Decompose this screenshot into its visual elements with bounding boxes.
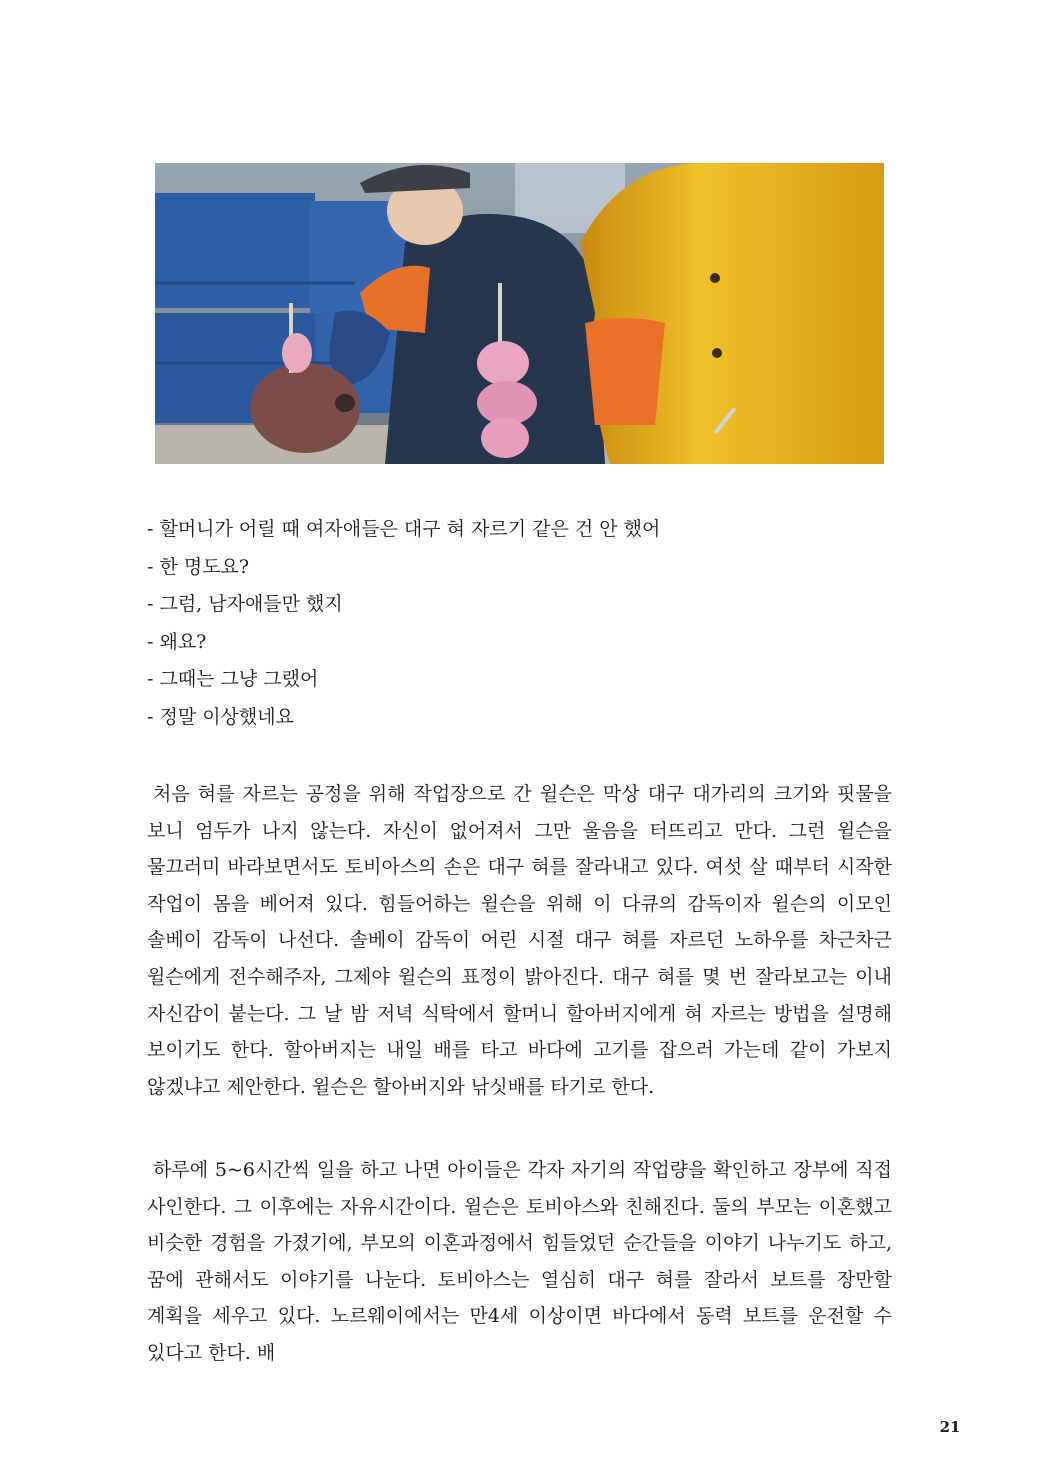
dialogue-line: - 한 명도요? bbox=[147, 555, 250, 578]
dialogue-line: - 할머니가 어릴 때 여자애들은 대구 혀 자르기 같은 건 안 했어 bbox=[147, 518, 661, 540]
dialogue-line: - 그럼, 남자애들만 했지 bbox=[147, 593, 343, 615]
body-paragraph: 하루에 5~6시간씩 일을 하고 나면 아이들은 각자 자기의 작업량을 확인하고 장부에 직접 사인한다. 그 이후에는 자유시간이다. 윌슨은 토비아스와 친해진다. 둘의 부모는 이혼했고 비슷한 경험을 가졌기에, 부모의 이혼과정에서 힘들었던 순간들을 이야기 나누기도 하고, 꿈에 관해서도 이야기를 나눈다. 토비아스는 열심히 대구 혀를 잘라서 보트를 장만할 계획을 세우고 있다. 노르웨이에서는 만4세 이상이면 바다에서 동력 보트를 운전할 수 있다고 한다. 배 bbox=[147, 1159, 892, 1364]
dialogue-line: - 왜요? bbox=[147, 630, 207, 653]
crate bbox=[155, 193, 315, 308]
documentary-photo bbox=[155, 163, 884, 464]
body-paragraph: 처음 혀를 자르는 공정을 위해 작업장으로 간 윌슨은 막상 대구 대가리의 크기와 핏물을 보니 엄두가 나지 않는다. 자신이 없어져서 그만 울음을 터뜨리고 만다. 그런 윌슨을 물끄러미 바라보면서도 토비아스의 손은 대구 혀를 잘라내고 있다. 여섯 살 때부터 시작한 작업이 몸을 베어져 있다. 힘들어하는 윌슨을 위해 이 다큐의 감독이자 윌슨의 이모인 솔베이 감독이 나선다. 솔베이 감독이 어린 시절 대구 혀를 자르던 노하우를 차근차근 윌슨에게 전수해주자, 그제야 윌슨의 표정이 밝아진다. 대구 혀를 몇 번 잘라보고는 이내 자신감이 붙는다. 그 날 밤 저녁 식탁에서 할머니 할아버지에게 혀 자르는 방법을 설명해 보이기도 한다. 할아버지는 내일 배를 타고 바다에 고기를 잡으러 가는데 같이 가보지 않겠냐고 제안한다. 윌슨은 할아버지와 낚싯배를 타기로 한다. bbox=[147, 783, 892, 1098]
page-number: 21 bbox=[939, 1418, 961, 1436]
tongue-skewer bbox=[282, 333, 312, 373]
dialogue-line: - 그때는 그냥 그랬어 bbox=[147, 668, 319, 690]
orange-sleeve bbox=[585, 318, 665, 425]
dialogue-line: - 정말 이상했네요 bbox=[147, 705, 294, 728]
photo-illustration bbox=[155, 163, 884, 464]
tongue-skewer bbox=[477, 341, 529, 385]
dialogue-list bbox=[147, 511, 887, 736]
